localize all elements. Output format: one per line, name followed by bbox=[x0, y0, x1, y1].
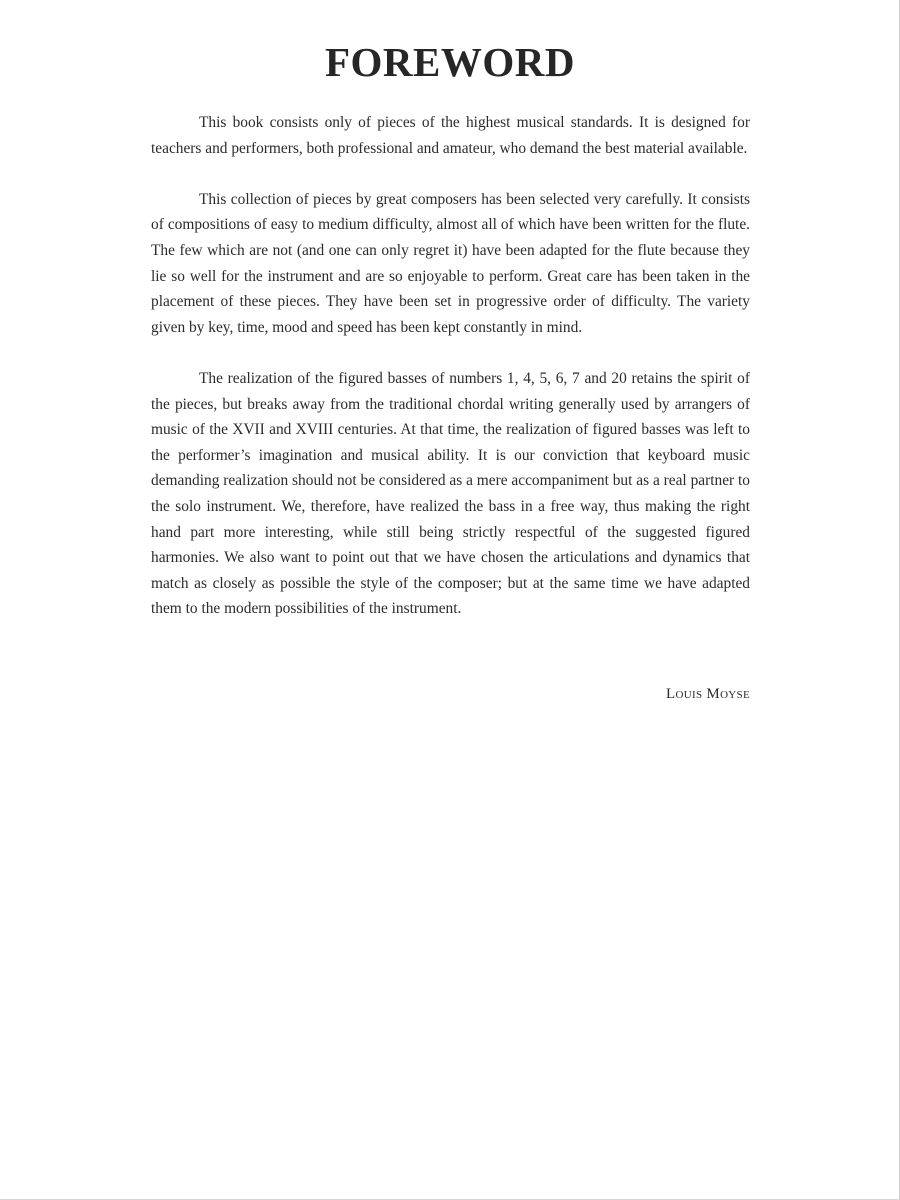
author-signature: Louis Moyse bbox=[666, 686, 750, 702]
paragraph-1: This book consists only of pieces of the highest musical standards. It is designed for teachers and performers, both professional and amateur, who demand the best material available. bbox=[151, 114, 750, 157]
page-title: FOREWORD bbox=[325, 39, 575, 85]
paragraph-3: The realization of the figured basses of numbers 1, 4, 5, 6, 7 and 20 retains the spirit of the pieces, but breaks away from the traditional chordal writing generally used by arrangers of music of the XVII and XVIII centuries. At that time, the realization of figured basses was left to the performer’s imagination and musical ability. It is our conviction that keyboard music demanding realization should not be considered as a mere accompaniment but as a real partner to the solo instrument. We, therefore, have realized the bass in a free way, thus making the right hand part more interesting, while still being strictly respectful of the suggested figured harmonies. We also want to point out that we have chosen the articulations and dynamics that match as closely as possible the style of the composer; but at the same time we have adapted them to the modern possibilities of the instrument. bbox=[151, 369, 750, 618]
foreword-body bbox=[151, 110, 750, 647]
paragraph-2: This collection of pieces by great composers has been selected very carefully. It consists of compositions of easy to medium difficulty, almost all of which have been written for the flute. The few which are not (and one can only regret it) have been adapted for the flute because they lie so well for the instrument and are so enjoyable to perform. Great care has been taken in the placement of these pieces. They have been set in progressive order of difficulty. The variety given by key, time, mood and speed has been kept constantly in mind. bbox=[151, 190, 750, 336]
